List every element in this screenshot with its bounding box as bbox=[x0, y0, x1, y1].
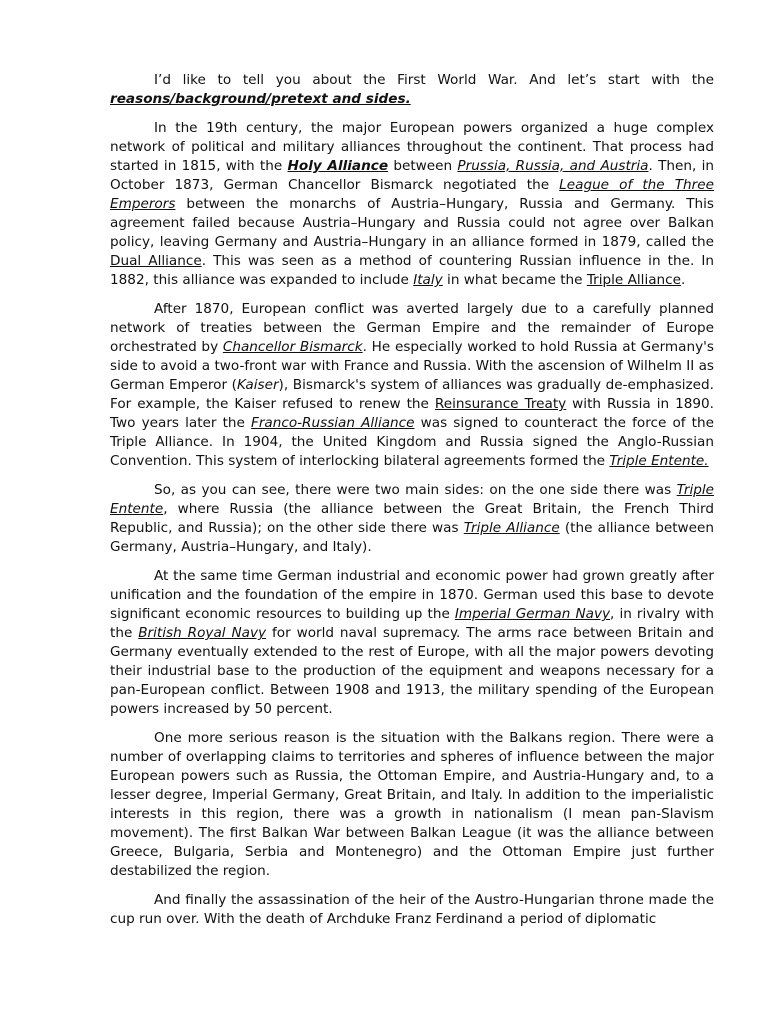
paragraph-text: between the monarchs of Austria–Hungary, Russia and Germany. This agreement failed because Austria–Hungary and Russia could not agree over Balkan policy, leaving Germany and Austria–Hungary in an alliance formed in 1879, called the bbox=[110, 196, 714, 250]
paragraph bbox=[110, 729, 714, 881]
emphasized-term: Chancellor Bismarck bbox=[222, 339, 363, 355]
paragraph bbox=[110, 71, 714, 109]
paragraph bbox=[110, 300, 714, 471]
emphasized-term: Triple Entente bbox=[110, 482, 714, 517]
paragraph-text: with Russia in 1890. Two years later the bbox=[110, 396, 714, 431]
paragraph-text: , in rivalry with the bbox=[110, 606, 715, 641]
emphasized-term: Triple Entente. bbox=[609, 453, 709, 469]
emphasized-term: Triple Alliance bbox=[586, 272, 682, 288]
emphasized-term: League of the Three Emperors bbox=[110, 177, 714, 212]
paragraph-text: . Then, in October 1873, German Chancellor Bismarck negotiated the bbox=[110, 158, 714, 193]
emphasized-term: Triple Alliance bbox=[463, 520, 560, 536]
paragraph-text: was signed to counteract the force of the Triple Alliance. In 1904, the United Kingdom and Russia signed the Anglo-Russian Convention. This system of interlocking bilateral agreements formed the bbox=[110, 415, 714, 469]
paragraph bbox=[110, 567, 714, 719]
paragraph-text: ), Bismarck's system of alliances was gradually de-emphasized. For example, the Kaiser refused to renew the bbox=[110, 377, 714, 412]
paragraph-text: for world naval supremacy. The arms race between Britain and Germany eventually extended to the rest of Europe, with all the major powers devoting their industrial base to the production of the equipment and weapons necessary for a pan-European conflict. Between 1908 and 1913, the military spending of the European powers increased by 50 percent. bbox=[110, 625, 715, 717]
paragraph-text: (the alliance between Germany, Austria–Hungary, and Italy). bbox=[110, 520, 714, 555]
paragraph bbox=[110, 891, 714, 929]
paragraph-text: . bbox=[681, 272, 686, 288]
emphasized-term: Italy bbox=[413, 272, 443, 288]
paragraph bbox=[110, 481, 714, 557]
emphasized-term: Dual Alliance bbox=[110, 253, 202, 269]
paragraph-text: . He especially worked to hold Russia at Germany's side to avoid a two-front war with France and Russia. With the ascension of Wilhelm II as German Emperor ( bbox=[110, 339, 714, 393]
paragraph-text: And finally the assassination of the heir of the Austro-Hungarian throne made the cup run over. With the death of Archduke Franz Ferdinand a period of diplomatic bbox=[110, 892, 714, 927]
emphasized-term: Holy Alliance bbox=[287, 158, 389, 174]
paragraph-text: After 1870, European conflict was averted largely due to a carefully planned network of treaties between the German Empire and the remainder of Europe orchestrated by bbox=[110, 301, 714, 355]
paragraph-text: In the 19th century, the major European powers organized a huge complex network of political and military alliances throughout the continent. That process had started in 1815, with the bbox=[110, 120, 714, 174]
emphasized-term: Kaiser bbox=[236, 377, 279, 393]
document-body bbox=[110, 71, 714, 939]
emphasized-term: Franco-Russian Alliance bbox=[251, 415, 415, 431]
paragraph-text: At the same time German industrial and economic power had grown greatly after unification and the foundation of the empire in 1870. German used this base to devote significant economic resources to building up the bbox=[110, 568, 714, 622]
paragraph-text: . This was seen as a method of countering Russian influence in the. In 1882, this alliance was expanded to include bbox=[110, 253, 714, 288]
paragraph-text: I’d like to tell you about the First World War. And let’s start with the bbox=[154, 72, 714, 88]
emphasized-term: reasons/background/pretext and sides. bbox=[110, 91, 411, 107]
paragraph-text: between bbox=[388, 158, 458, 174]
paragraph-text: One more serious reason is the situation with the Balkans region. There were a number of overlapping claims to territories and spheres of influence between the major European powers such as Russia, the Ottoman Empire, and Austria-Hungary and, to a lesser degree, Imperial Germany, Great Britain, and Italy. In addition to the imperialistic interests in this region, there was a growth in nationalism (I mean pan-Slavism movement). The first Balkan War between Balkan League (it was the alliance between Greece, Bulgaria, Serbia and Montenegro) and the Ottoman Empire just further destabilized the region. bbox=[110, 730, 714, 879]
paragraph bbox=[110, 119, 714, 290]
emphasized-term: Imperial German Navy bbox=[454, 606, 611, 622]
paragraph-text: , where Russia (the alliance between the Great Britain, the French Third Republic, and Russia); on the other side there was bbox=[110, 501, 714, 536]
emphasized-term: Reinsurance Treaty bbox=[434, 396, 567, 412]
paragraph-text: in what became the bbox=[442, 272, 587, 288]
paragraph-text: So, as you can see, there were two main sides: on the one side there was bbox=[154, 482, 677, 498]
emphasized-term: British Royal Navy bbox=[138, 625, 267, 641]
emphasized-term: Prussia, Russia, and Austria bbox=[457, 158, 649, 174]
